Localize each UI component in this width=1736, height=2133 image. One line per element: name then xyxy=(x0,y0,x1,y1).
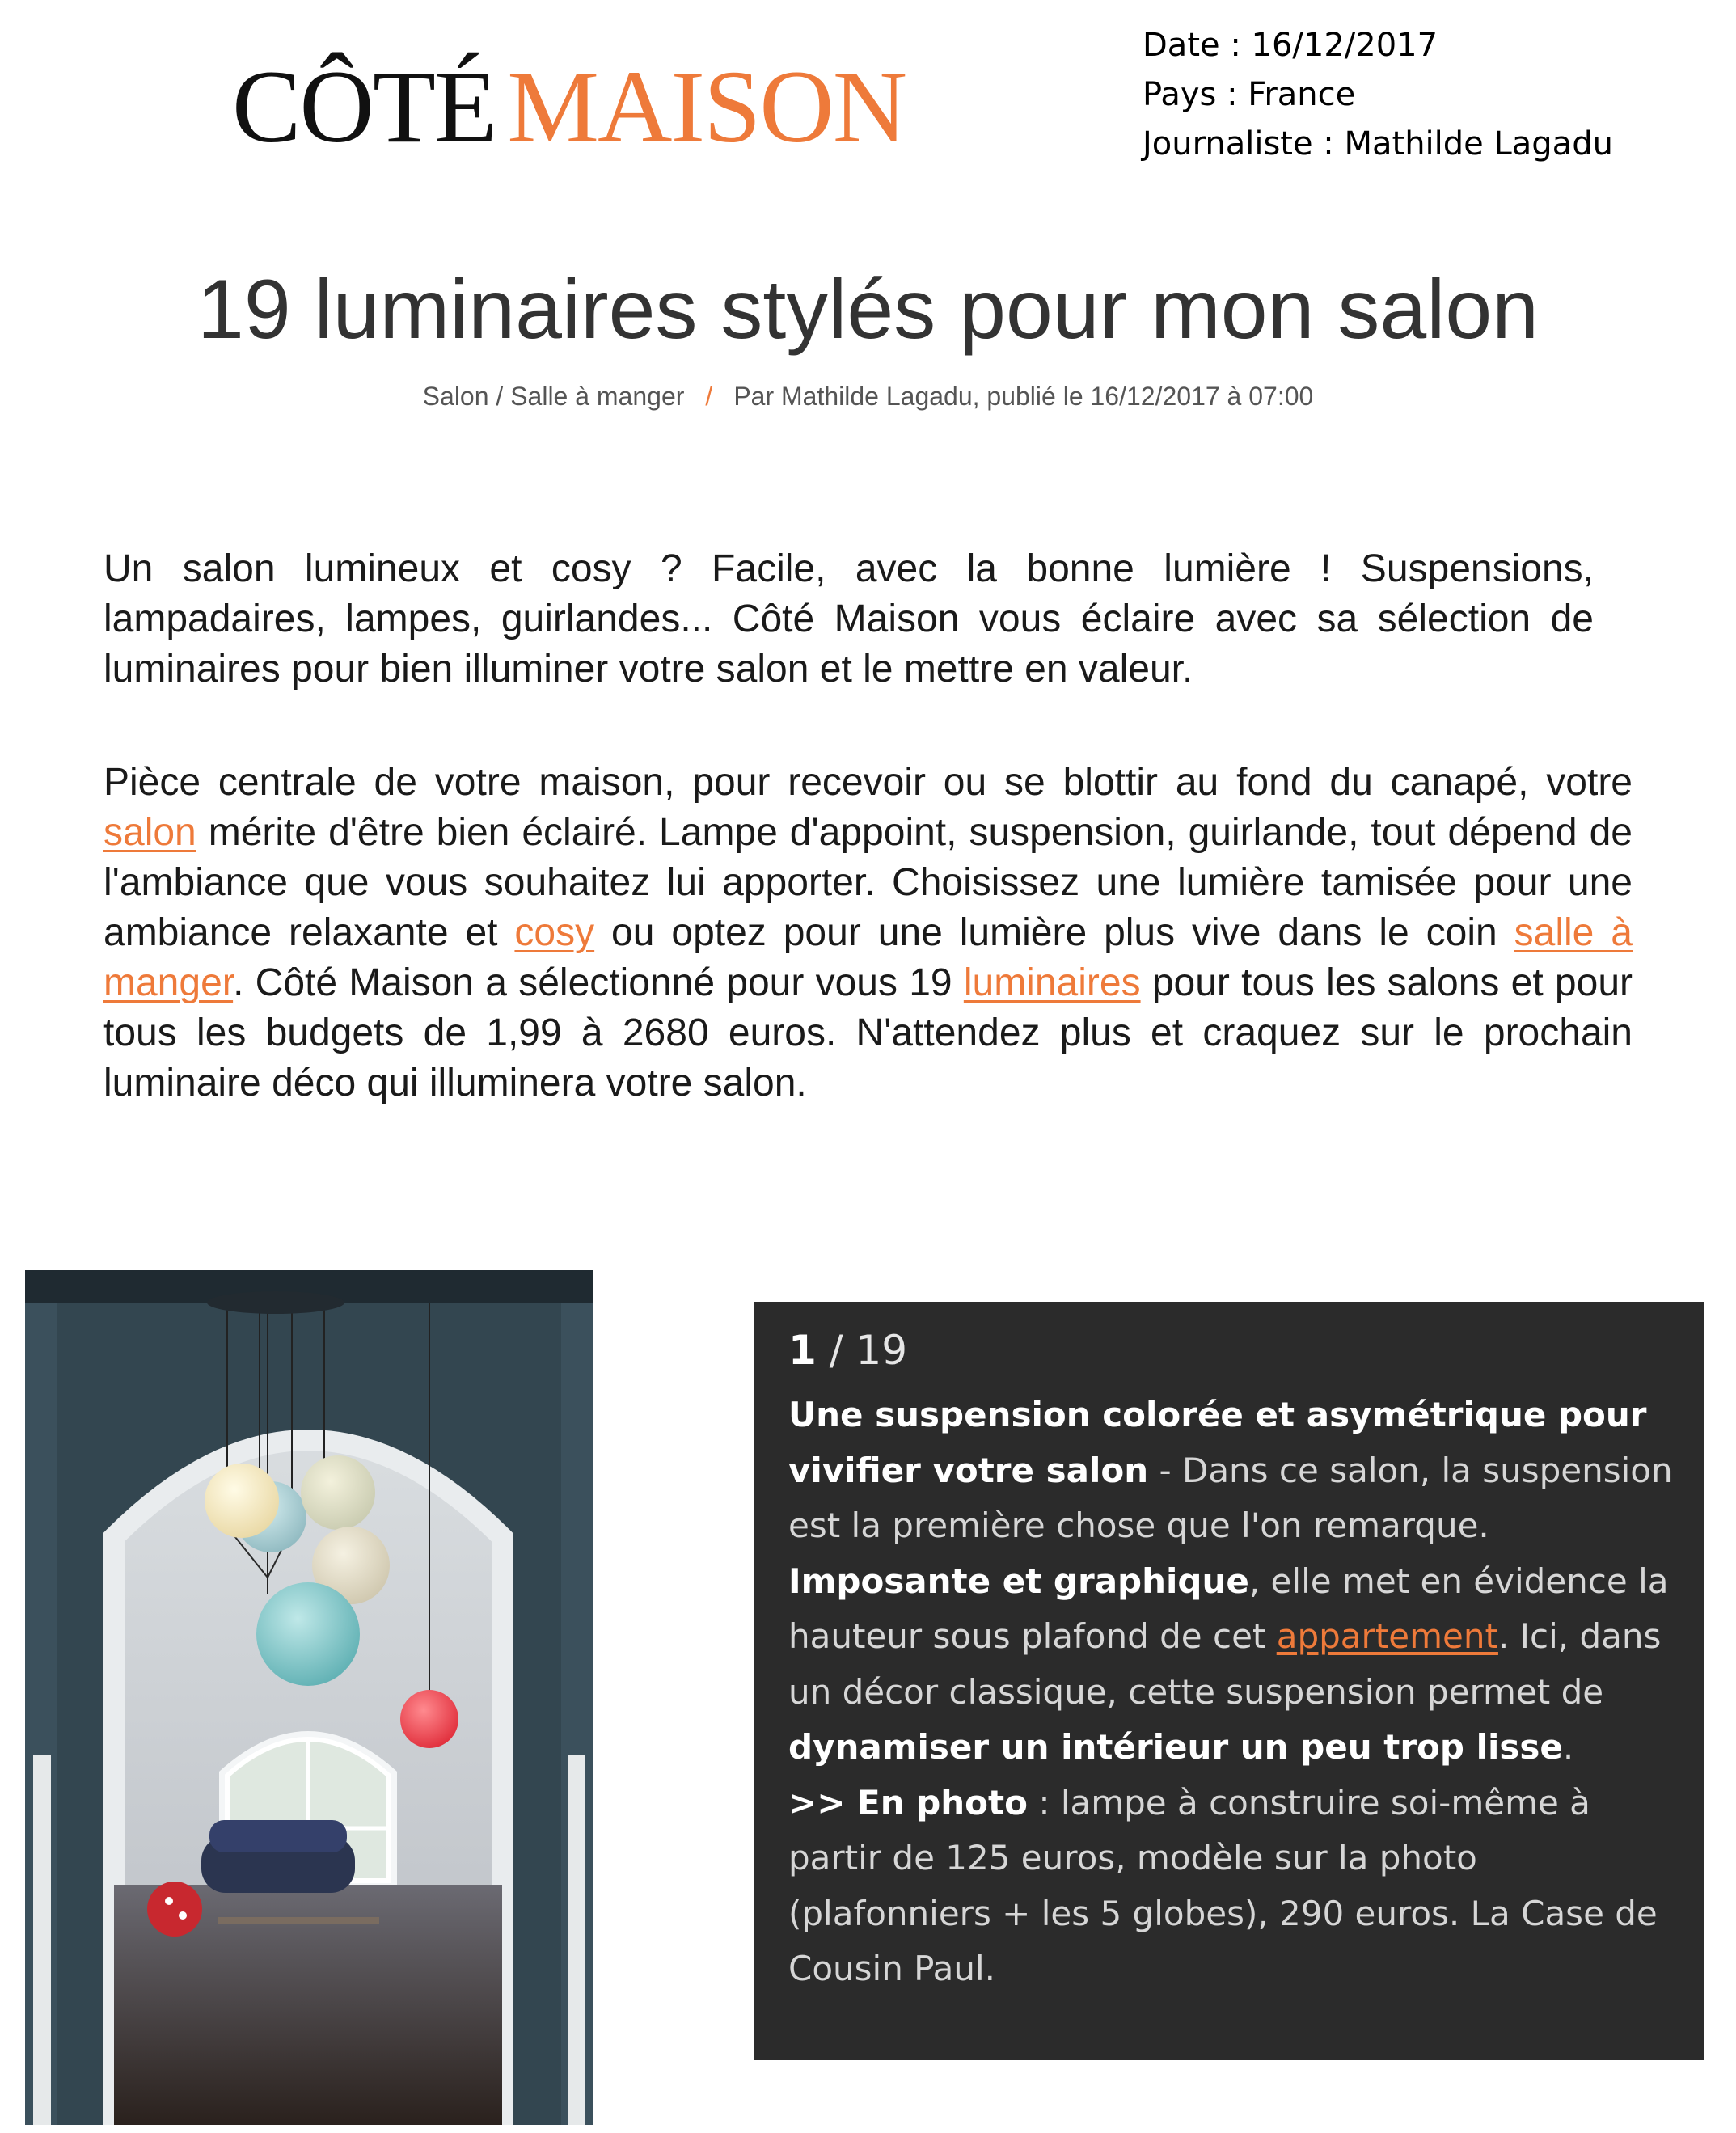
article-title: 19 luminaires stylés pour mon salon xyxy=(196,263,1540,357)
byline-separator: / xyxy=(705,382,713,411)
body-text: . Côté Maison a sélectionné pour vous 19 xyxy=(233,961,964,1004)
body-text: ou optez pour une lumière plus vive dans le coin xyxy=(594,911,1514,954)
slide-text: . xyxy=(1562,1727,1574,1767)
link-appartement[interactable]: appartement xyxy=(1276,1616,1498,1656)
slide-text: , elle met en évidence la hauteur sous plafond de cet xyxy=(788,1561,1669,1656)
slide-photo-text: : lampe à construire soi-même à partir de 125 euros, modèle sur la photo (plafonniers + les 5 globes), 290 euros. La Case de Cousin Paul. xyxy=(788,1782,1658,1988)
link-salon[interactable]: salon xyxy=(103,811,196,854)
slide-bold-text: Imposante et graphique xyxy=(788,1561,1249,1601)
body-text: mérite d'être bien éclairé. Lampe d'appoint, suspension, guirlande, tout dépend de l'ambiance que vous souhaitez lui apporter. Choisissez une lumière tamisée pour une ambiance relaxante et xyxy=(103,811,1633,954)
meta-country: Pays : France xyxy=(1143,76,1356,113)
slide-caption-panel xyxy=(754,1302,1704,2060)
slide-total: / 19 xyxy=(816,1327,908,1374)
body-text: Pièce centrale de votre maison, pour recevoir ou se blottir au fond du canapé, votre xyxy=(103,761,1633,804)
category-link[interactable]: Salon / Salle à manger xyxy=(422,382,685,411)
logo-part-2: MAISON xyxy=(507,49,906,164)
salon-photo-illustration xyxy=(25,1270,593,2125)
author-date: Par Mathilde Lagadu, publié le 16/12/2017 à 07:00 xyxy=(733,382,1314,411)
slide-photo-label: >> En photo xyxy=(788,1782,1028,1823)
article-meta xyxy=(1143,21,1613,169)
salon-photo xyxy=(25,1270,593,2125)
meta-journalist: Journaliste : Mathilde Lagadu xyxy=(1143,125,1613,163)
body-paragraph xyxy=(103,758,1633,1109)
slide-text: - Dans ce salon, la suspension est la première chose que l'on remarque. xyxy=(788,1450,1673,1545)
slide-bold-text: dynamiser un intérieur un peu trop lisse xyxy=(788,1727,1563,1767)
logo-part-1: CÔTÉ xyxy=(232,49,496,164)
logo xyxy=(232,49,906,164)
slide-index: 1 xyxy=(788,1327,817,1374)
intro-paragraph: Un salon lumineux et cosy ? Facile, avec la bonne lumière ! Suspensions, lampadaires, lampes, guirlandes... Côté Maison vous éclaire avec sa sélection de luminaires pour bien illuminer votre salon et le mettre en valeur. xyxy=(103,547,1594,691)
meta-date: Date : 16/12/2017 xyxy=(1143,27,1438,64)
link-cosy[interactable]: cosy xyxy=(514,911,595,954)
slide-heading: Une suspension colorée et asymétrique pour vivifier votre salon xyxy=(788,1395,1647,1490)
slide-counter xyxy=(788,1318,1680,1383)
link-salle-a-manger[interactable]: salle à manger xyxy=(103,911,1633,1004)
link-luminaires[interactable]: luminaires xyxy=(963,961,1141,1004)
slide-text: . Ici, dans un décor classique, cette suspension permet de xyxy=(788,1616,1662,1712)
body-text: pour tous les salons et pour tous les budgets de 1,99 à 2680 euros. N'attendez plus et craquez sur le prochain luminaire déco qui illuminera votre salon. xyxy=(103,961,1633,1105)
byline xyxy=(0,378,1736,414)
slide-description xyxy=(788,1388,1680,1997)
